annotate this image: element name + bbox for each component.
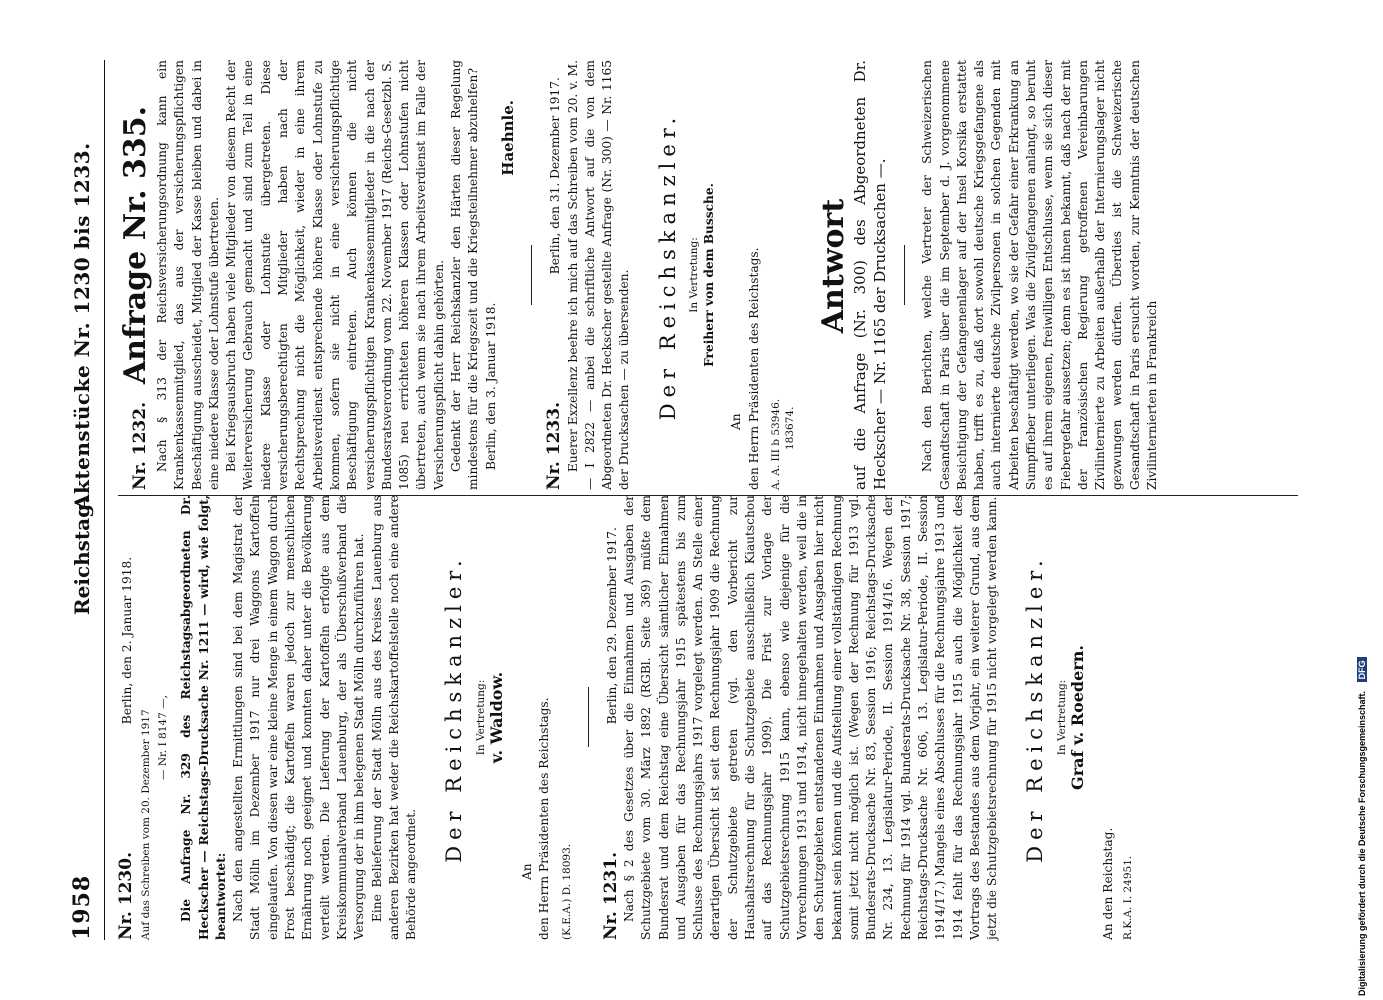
paragraph: Nach den Berichten, welche Vertreter der Schweizerischen Gesandtschaft in Paris über die im September d. J. vorgenommene Besichtigung der Gefangenenlager auf der Insel Korsika erstattet haben, trifft es zu, daß dort sowohl deutsche Kriegsgefangene als auch internierte deutsche Zivilpersonen in solchen Gegenden mit Arbeiten beschäftigt werden, wo sie der Gefahr einer Erkrankung an Sumpffieber unterliegen. Was die Zivilgefangenen anlangt, so beruht es auf ihrem eigenen, freiwilligen Entschlusse, wenn sie sich dieser Fiebergefahr aussetzen; denn es ist ihnen bekannt, daß nach der mit der französischen Regierung getroffenen Vereinbarungen Zivilinternierte zu Arbeiten außerhalb der Internierungslager nicht gezwungen werden dürfen. Überdies ist die Schweizerische Gesandtschaft in Paris ersucht worden, zur Kenntnis der deutschen Zivilinternierten in Frankreich — [920, 60, 1160, 490]
dfg-logo: DFG — [1357, 657, 1367, 682]
document-date: Berlin, den 2. Januar 1918. — [120, 556, 134, 725]
addressee-line: An — [520, 863, 535, 880]
page-number: 1958 — [69, 874, 95, 940]
chancellor-heading: Der Reichskanzler. — [1023, 554, 1048, 863]
paragraph: Euerer Exzellenz beehre ich mich auf das Schreiben vom 20. v. M. — I 2822 — anbei die schriftliche Antwort auf die von dem Abgeordneten Dr. Heckscher gestellte Anfrage (Nr. 300) — Nr. 1165 der Drucksachen — zu übersenden. — [565, 60, 632, 490]
answer-title: Antwort — [815, 198, 851, 334]
file-reference: (K.E.A.) D. 18093. — [560, 843, 573, 940]
document-1231 — [600, 495, 1136, 940]
separator — [531, 245, 532, 305]
signer-name: Freiherr von dem Bussche. — [702, 183, 717, 367]
file-reference: R.K.A. I. 24951. — [1122, 855, 1135, 940]
document-1232 — [118, 60, 517, 490]
paragraph: Nach den angestellten Ermittlungen sind bei dem Magistrat der Stadt Mölln im Dezember 1917 nur drei Waggons Kartoffeln eingelaufen. Von diesen war eine kleine Menge in einem Waggon durch Frost beschädigt; die Kartoffeln waren jedoch zur menschlichen Ernährung noch geeignet und konnten daher unter die Bevölkerung verteilt werden. Die Lieferung der Kartoffeln erfolgte aus dem Kreiskommunalverband Lauenburg, der als Überschußverband die Versorgung der in ihm belegenen Stadt Mölln durchzuführen hat. — [231, 495, 367, 940]
answer-subtitle: auf die Anfrage (Nr. 300) des Abgeordneten Dr. Heckscher — Nr. 1165 der Drucksachen —. — [851, 60, 890, 490]
deputy-label: In Vertretung: — [1055, 679, 1068, 756]
addressee: den Herrn Präsidenten des Reichstags. — [537, 697, 552, 940]
addressee: den Herrn Präsidenten des Reichstags. — [746, 247, 761, 490]
signer-name: Graf v. Roedern. — [1067, 645, 1087, 790]
document-number: Nr. 1231. — [600, 851, 621, 940]
addressee: An den Reichstag. — [1101, 827, 1116, 940]
page-header — [64, 60, 105, 940]
paragraph: Bei Kriegsausbruch haben viele Mitglieder von diesem Recht der Weiterversicherung Gebrauch gemacht und sind zum Teil in eine niedere Klasse oder Lohnstufe übergetreten. Diese versicherungsberechtigten Mitglieder haben nach der Rechtsprechung nicht die Möglichkeit, wieder in eine ihrem Arbeitsverdienst entsprechende höhere Klasse oder Lohnstufe zu kommen, sofern sie nicht in eine versicherungspflichtige Beschäftigung eintreten. Auch können die nicht versicherungspflichtigen Krankenkassenmitglieder in die nach der Bundesratsverordnung vom 22. November 1917 (Reichs-Gesetzbl. S. 1085) neu errichteten höheren Klassen oder Lohnstufen nicht übertreten, auch wenn sie nach ihrem Arbeitsverdienst im Falle der Versicherungspflicht dahin gehörten. — [224, 60, 446, 490]
left-column — [118, 495, 1135, 940]
addressee-line: An — [729, 413, 744, 430]
paragraph: Eine Belieferung der Stadt Mölln aus des Kreises Lauenburg aus anderen Bezirken hat weder die Reichskartoffelstelle noch eine andere Behörde angeordnet. — [369, 495, 419, 940]
document-date: Berlin, den 31. Dezember 1917. — [548, 77, 563, 275]
header-publication: Reichstag. — [70, 496, 94, 615]
intro-text: Die Anfrage Nr. 329 des Reichstagsabgeordneten Dr. Heckscher — Reichstags-Drucksache Nr. 1211 — wird, wie folgt, beantwortet: — [179, 495, 228, 940]
document-number: Nr. 1233. — [544, 401, 565, 490]
right-column — [118, 60, 1161, 490]
reference-number: — Nr. I 8147 —, — [157, 695, 170, 780]
separator — [904, 245, 905, 305]
header-range: Aktenstücke Nr. 1230 bis 1233. — [70, 142, 94, 510]
document-1233 — [546, 60, 1161, 490]
file-reference: A. A. III b 53946. — [769, 398, 782, 490]
credit-text: Digitalisierung gefördert durch die Deutsche Forschungsgemeinschaft. — [1357, 690, 1367, 996]
signer-name: Haehnle. — [498, 100, 517, 176]
file-reference: 183674. — [783, 406, 796, 450]
chancellor-heading: Der Reichskanzler. — [442, 554, 467, 863]
document-date: Berlin, den 29. Dezember 1917. — [604, 527, 619, 725]
digitization-credit — [1357, 6, 1373, 996]
chancellor-heading: Der Reichskanzler. — [655, 111, 680, 421]
paragraph: Nach § 2 des Gesetzes über die Einnahmen und Ausgaben der Schutzgebiete vom 30. März 1892 (RGBl. Seite 369) müßte dem Bundesrat und dem Reichstag eine Übersicht sämtlicher Einnahmen und Ausgaben für das Rechnungsjahr 1915 spätestens bis zum Schlusse des Rechnungsjahrs 1917 vorgelegt werden. An Stelle einer derartigen Übersicht ist seit dem Rechnungsjahr 1909 die Rechnung der Schutzgebiete getreten (vgl. den Vorbericht zur Haushaltsrechnung für die Schutzgebiete ausschließlich Kiautschou auf das Rechnungsjahr 1909). Die Frist zur Vorlage der Schutzgebietsrechnung 1915 kann, ebenso wie diejenige für die Vorrechnungen 1913 und 1914, nicht innegehalten werden, weil die in den Schutzgebieten entstandenen Einnahmen und Ausgaben hier nicht bekannt sein können und die Aufstellung einer vollständigen Rechnung somit jetzt nicht möglich ist. (Wegen der Rechnung für 1913 vgl. Bundesrats-Drucksache Nr. 83, Session 1916; Reichstags-Drucksache Nr. 234, 13. Legislatur-Periode, II. Session 1914/16. Wegen der Rechnung für 1914 vgl. Bundesrats-Drucksache Nr. 38, Session 1917; Reichstags-Drucksache Nr. 606, 13. Legislatur-Periode, II. Session 1914/17.) Mangels eines Abschlusses für die Rechnungsjahre 1913 und 1914 fehlt für das Rechnungsjahr 1915 auch die Möglichkeit des Vortrags des Bestandes aus dem Vorjahr, ein weiterer Grund, aus dem jetzt die Schutzgebietsrechnung für 1915 nicht vorgelegt werden kann. — [621, 495, 1000, 940]
deputy-label: In Vertretung: — [688, 237, 701, 313]
document-number: Nr. 1230. — [116, 851, 136, 940]
document-date: Berlin, den 3. Januar 1918. — [483, 302, 498, 470]
inquiry-title: Anfrage Nr. 335. — [118, 105, 153, 385]
paragraph: Gedenkt der Herr Reichskanzler den Härten dieser Regelung mindestens für die Kriegszeit und die Kriegsteilnehmer abzuhelfen? — [449, 60, 481, 490]
document-number: Nr. 1232. — [130, 401, 150, 490]
reference-line: Auf das Schreiben vom 20. Dezember 1917 — [140, 709, 153, 940]
signer-name: v. Waldow. — [486, 671, 506, 764]
deputy-label: In Vertretung: — [474, 679, 487, 756]
paragraph: Nach § 313 der Reichsversicherungsordnung kann ein Krankenkassenmitglied, das aus der versicherungspflichtigen Beschäftigung ausscheidet, Mitglied der Kasse bleiben und dabei in eine niedere Klasse oder Lohnstufe übertreten. — [155, 60, 221, 490]
separator — [588, 688, 589, 748]
document-1230 — [118, 495, 574, 940]
